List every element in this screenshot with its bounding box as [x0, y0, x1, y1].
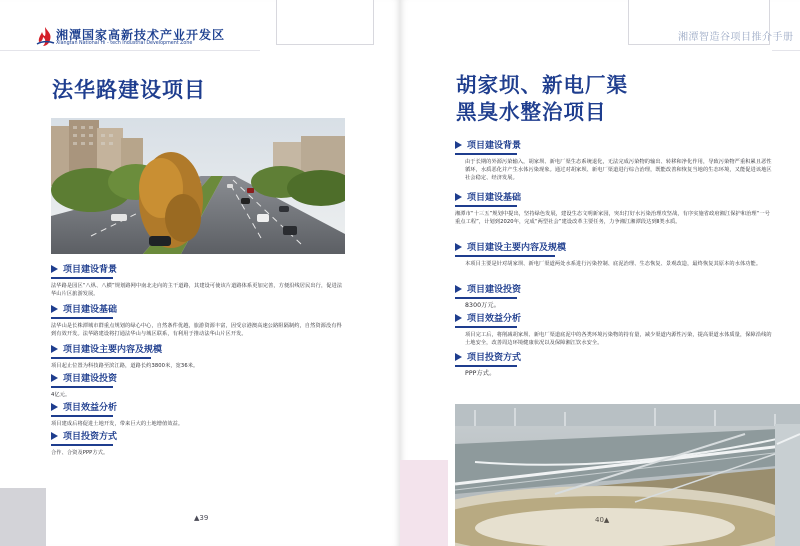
section-underline [455, 153, 517, 155]
section-marker-icon [455, 193, 462, 201]
section-body: 4亿元。 [51, 391, 71, 398]
section-title: 项目建设主要内容及规模 [467, 243, 567, 253]
section-body: 本项目主要是针对胡家坝、新电厂渠道两处水系进行污染控制、底泥治理、生态恢复、景观改造，最终恢复其原本的水体功能。 [465, 260, 762, 267]
road-photo [51, 118, 345, 254]
brand-name-en: Xiangtan National Hi - tech Industrial Development Zone [56, 41, 193, 46]
section-title: 项目效益分析 [63, 403, 118, 413]
section-title: 项目建设背景 [63, 265, 118, 275]
section-marker-icon [455, 314, 462, 322]
section-marker-icon [51, 345, 58, 353]
section-foundation [455, 190, 775, 226]
section-underline [51, 415, 113, 417]
section-title: 项目建设投资 [467, 285, 522, 295]
header-tab-box [276, 0, 374, 45]
water-treatment-photo [455, 404, 800, 546]
section-marker-icon [51, 374, 58, 382]
section-underline [51, 277, 113, 279]
section-investment [455, 282, 775, 310]
header-divider [772, 50, 800, 51]
section-body: 8300万元。 [465, 301, 501, 309]
page-number: ▲39 [194, 514, 209, 522]
corner-decoration [400, 460, 448, 546]
section-background [455, 138, 775, 183]
section-title: 项目建设基础 [467, 193, 522, 203]
section-marker-icon [455, 243, 462, 251]
section-benefit [51, 400, 347, 428]
section-marker-icon [455, 141, 462, 149]
section-body: 项目完工后，将削减胡家坝、新电厂渠道底泥中的各类环境污染物的持有量，减少渠道内源性污染，提高渠道水体质量，保障沿线的土地安全，改善周边环境健康状况以及保障湘江饮水安全。 [465, 331, 772, 346]
section-body: 合作、合资及PPP方式。 [51, 449, 109, 456]
section-underline [455, 297, 517, 299]
section-scope [455, 240, 775, 268]
header-divider [0, 50, 260, 51]
page-title-line: 黑臭水整治项目 [456, 100, 607, 124]
manual-title: 湘潭智造谷项目推介手册 [678, 32, 794, 43]
section-title: 项目建设投资 [63, 374, 118, 384]
page-number: 40▲ [595, 516, 610, 524]
section-title: 项目投资方式 [467, 353, 522, 363]
page-title: 法华路建设项目 [52, 78, 206, 102]
section-underline [51, 357, 151, 359]
section-underline [51, 317, 113, 319]
brand-name: 湘潭国家高新技术产业开发区 [56, 28, 226, 42]
section-marker-icon [51, 305, 58, 313]
section-marker-icon [51, 403, 58, 411]
section-marker-icon [455, 353, 462, 361]
flame-logo-icon [34, 26, 56, 48]
section-foundation [51, 302, 347, 338]
section-body: 湘潭市“十三五”规划中提出，坚持绿色发展，建设生态文明新家园，突出打好水污染治理攻坚战，有序实施省政府湘江保护和治理“一号重点工程”，计划到2020年，完成“两型社会”建设改革主要任务，力争湘江湘潭段达到Ⅱ类水质。 [455, 210, 771, 225]
section-scope [51, 342, 347, 370]
section-title: 项目建设背景 [467, 141, 522, 151]
section-underline [455, 326, 517, 328]
section-body: 由于长期的外源污染输入，胡家坝、新电厂渠生态系统退化，无法完成污染物的输出、转移和净化作用，导致污染物严重积累且恶性循环，水质恶化并产生水体污染现象。通过对胡家坝、新电厂渠道进行综合治理，既能改善和恢复当地的生态环境，又能促进该地区社会稳定、经济发展。 [465, 158, 772, 182]
section-body: 项目建成后将促进土地开发，带来巨大的土地增值效益。 [51, 420, 184, 427]
section-title: 项目投资方式 [63, 432, 118, 442]
section-body: 项目起止位置为科技路至滨江路，道路长约3800米，宽36米。 [51, 362, 199, 369]
section-marker-icon [455, 285, 462, 293]
section-benefit [455, 311, 775, 347]
section-underline [51, 386, 113, 388]
section-background [51, 262, 347, 298]
section-underline [455, 255, 555, 257]
section-underline [455, 205, 517, 207]
section-title: 项目建设主要内容及规模 [63, 345, 163, 355]
section-body: 法华山是长株潭城市群重点规划的绿心中心，自然条件优越，旅游资源丰富，因受京港澳高速公路阻隔制约，自然资源没有得到有效开发。法华路建设将打通法华山与城区联系，有利用于推动法华山片区开发。 [51, 322, 342, 337]
section-title: 项目效益分析 [467, 314, 522, 324]
section-underline [455, 365, 517, 367]
section-title: 项目建设基础 [63, 305, 118, 315]
section-method [51, 429, 347, 457]
page-title-line: 胡家坝、新电厂渠 [456, 73, 628, 97]
section-body: 法华路是园区“八纵、八横”规划路网中南北走向的主干道路，其建设可使该片道路体系更加完善，方便沿线居民出行，促进法华山片区旅游发展。 [51, 282, 343, 297]
section-underline [51, 444, 113, 446]
section-marker-icon [51, 265, 58, 273]
section-investment [51, 371, 347, 399]
page-title [456, 72, 628, 126]
section-marker-icon [51, 432, 58, 440]
section-method [455, 350, 775, 378]
section-body: PPP方式。 [465, 369, 496, 377]
corner-decoration [0, 488, 46, 546]
